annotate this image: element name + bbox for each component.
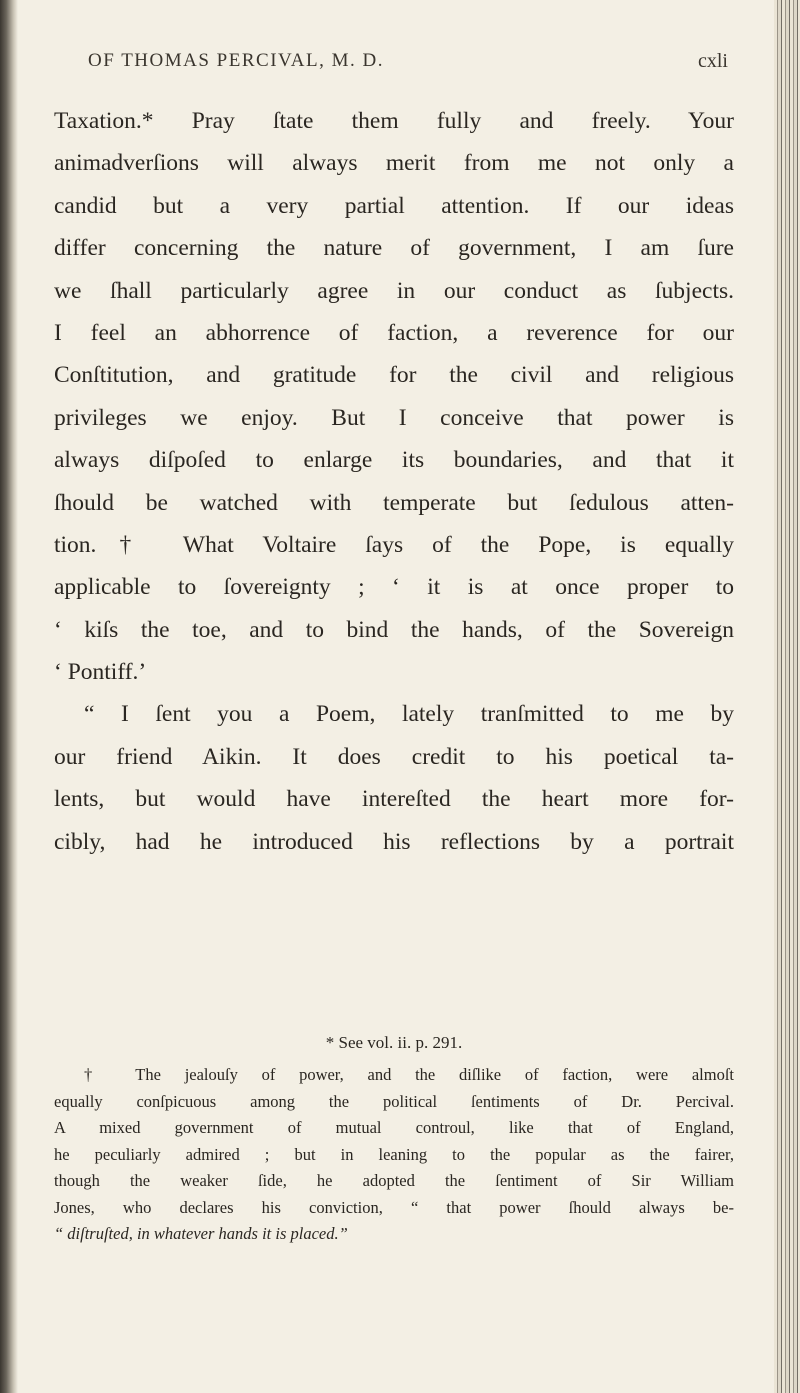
footnote-line: equally conſpicuous among the political ſentiments of Dr. Percival. — [54, 1091, 734, 1111]
text-line: ſhould be watched with temperate but ſedulous atten- — [54, 489, 734, 516]
text-line: tion.† What Voltaire ſays of the Pope, is equally — [54, 531, 734, 558]
footnote-line: A mixed government of mutual controul, like that of England, — [54, 1118, 734, 1137]
text-line: lents, but would have intereſted the heart more for- — [54, 786, 734, 813]
text-line: ‘ Pontiff.’ — [54, 659, 147, 686]
text-line: privileges we enjoy. But I conceive that power is — [54, 404, 734, 431]
text-line: ‘ kiſs the toe, and to bind the hands, of the Sovereign — [54, 616, 734, 643]
text-line: I feel an abhorrence of faction, a reverence for our — [54, 319, 734, 346]
footnote-line: “ diſtruſted, in whatever hands it is placed.” — [54, 1224, 348, 1243]
text-line: candid but a very partial attention. If our ideas — [54, 192, 734, 219]
text-line: animadverſions will always merit from me not only a — [54, 150, 734, 177]
running-head: OF THOMAS PERCIVAL, M. D. — [88, 50, 384, 71]
text-line: Taxation.* Pray ſtate them fully and freely. Your — [54, 108, 734, 134]
text-line: applicable to ſovereignty ; ‘ it is at once proper to — [54, 574, 734, 601]
text-line: our friend Aikin. It does credit to his poetical ta- — [54, 743, 734, 770]
text-line: “ I ſent you a Poem, lately tranſmitted to me by — [84, 701, 734, 728]
body-text — [54, 100, 734, 863]
footnote-line: he peculiarly admired ; but in leaning to the popular as the fairer, — [54, 1144, 734, 1164]
footnote-line: though the weaker ſide, he adopted the ſentiment of Sir William — [54, 1171, 734, 1190]
page-header — [88, 50, 728, 80]
binding-shadow — [0, 0, 18, 1393]
text-line: Conſtitution, and gratitude for the civil and religious — [54, 362, 734, 389]
text-line: always diſpoſed to enlarge its boundaries, and that it — [54, 447, 734, 474]
footnotes — [54, 1028, 734, 1248]
footnote-reference: * See vol. ii. p. 291. — [325, 1033, 463, 1052]
text-line: differ concerning the nature of government, I am ſure — [54, 235, 734, 262]
page-number: cxli — [698, 50, 728, 72]
text-line: cibly, had he introduced his reflections by a portrait — [54, 828, 734, 855]
page-edges — [774, 0, 800, 1393]
footnote-line: Jones, who declares his conviction, “ that power ſhould always be- — [54, 1197, 734, 1217]
footnote-line: † The jealouſy of power, and the diſlike of faction, were almoſt — [84, 1065, 734, 1084]
text-line: we ſhall particularly agree in our conduct as ſubjects. — [54, 277, 734, 304]
